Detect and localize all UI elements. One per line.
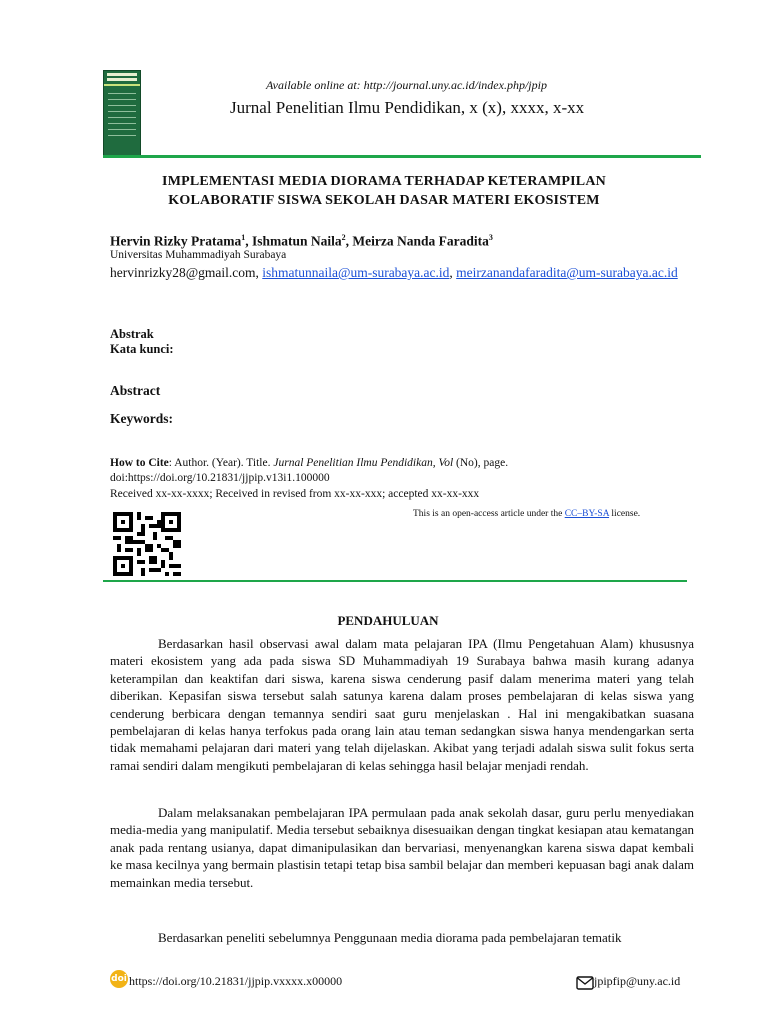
cover-line [108, 117, 136, 118]
cite-journal: Jurnal Penelitian Ilmu Pendidikan, Vol [273, 457, 454, 469]
license-link[interactable]: CC–BY-SA [564, 509, 610, 519]
cover-line [108, 135, 136, 136]
abstract-label: Abstract [110, 383, 161, 398]
mail-icon [576, 976, 594, 990]
author-name: Hervin Rizky Pratama [110, 233, 242, 249]
email-plain: hervinrizky28@gmail.com, [110, 265, 263, 280]
author-separator: , [345, 233, 353, 249]
author-affiliation-mark: 3 [488, 233, 493, 242]
body-paragraph: Dalam melaksanakan pembelajaran IPA permulaan pada anak sekolah dasar, guru perlu menyediakan media-media yang manipulatif. Media tersebut sebaiknya disesuaikan dengan tingkat kesiapan atau kematangan anak pada rentang usianya, dapat dimanipulasikan dan bervariasi, menyenangkan karena siswa dapat kembali ke masa kecilnya yang bermain plastisin tetapi tetap bisa sambil belajar dan memberi kepuasan bagi anak dalam memainkan media tersebut. [110, 805, 694, 890]
doi-icon: doi [110, 970, 128, 988]
affiliation: Universitas Muhammadiyah Surabaya [110, 249, 287, 261]
email-separator: , [449, 265, 457, 280]
cover-line [108, 123, 136, 124]
author-emails [110, 264, 690, 281]
author-list [110, 233, 493, 250]
cover-title-bar [107, 78, 137, 81]
paper-title-line: KOLABORATIF SISWA SEKOLAH DASAR MATERI EKOSISTEM [168, 193, 600, 208]
cover-title-bar [107, 73, 137, 76]
cite-text: : Author. (Year). Title. [168, 457, 274, 469]
author-affiliation-mark: 2 [341, 233, 346, 242]
qr-code-icon [113, 512, 181, 576]
open-access-note [413, 509, 640, 519]
email-link-naila[interactable]: ishmatunnaila@um-surabaya.ac.id [262, 265, 450, 280]
body-paragraph: Berdasarkan peneliti sebelumnya Penggunaan media diorama pada pembelajaran tematik [158, 930, 622, 945]
how-to-cite [110, 456, 670, 486]
cover-line [108, 129, 136, 130]
metadata-divider [103, 580, 687, 582]
header-divider [103, 155, 701, 158]
cover-line [108, 105, 136, 106]
kata-kunci-label: Kata kunci: [110, 342, 174, 356]
journal-cover-thumbnail [103, 70, 141, 157]
author-affiliation-mark: 1 [241, 233, 246, 242]
cover-line [108, 99, 136, 100]
keywords-label: Keywords: [110, 411, 173, 426]
email-link-faradita[interactable]: meirzanandafaradita@um-surabaya.ac.id [456, 265, 678, 280]
cite-text-doi: (No), page. doi:https://doi.org/10.21831/jjpip.v13i1.100000 [110, 457, 509, 484]
author-separator: , [245, 233, 252, 249]
author-name: Ishmatun Naila [251, 233, 342, 249]
open-access-text: This is an open-access article under the [413, 509, 565, 519]
cover-band [104, 84, 140, 86]
paper-title [110, 172, 658, 210]
how-to-cite-label: How to Cite [110, 457, 169, 469]
open-access-text: license. [609, 509, 641, 519]
cover-line [108, 111, 136, 112]
author-name: Meirza Nanda Faradita [352, 233, 489, 249]
paper-title-line: IMPLEMENTASI MEDIA DIORAMA TERHADAP KETERAMPILAN [162, 174, 606, 189]
journal-title: Jurnal Penelitian Ilmu Pendidikan, x (x), xxxx, x-xx [230, 98, 585, 117]
body-paragraph: Berdasarkan hasil observasi awal dalam mata pelajaran IPA (Ilmu Pengetahuan Alam) khususnya materi ekosistem yang ada pada siswa SD Muhammadiyah 19 Surabaya bahwa masih kurang adanya keterampilan dan keaktifan dari siswa, karena siswa cenderung pasif dalam menerima materi yang telah diberikan. Kepasifan siswa tersebut salah satunya karena dalam proses pembelajaran di kelas siswa yang cenderung berbicara dengan temannya sendiri saat guru menjelaskan . Hal ini mengakibatkan suasana pembelajaran di kelas hanya terfokus pada orang lain atau teman sedangkan siswa hanya mendengarkan serta tidak memahami pelajaran dari materi yang telah dijelaskan. Akibat yang terjadi adalah siswa sulit fokus serta ramai sendiri dalam mengikuti pembelajaran di kelas sehingga hasil belajar menjadi rendah. [110, 636, 694, 773]
abstrak-label: Abstrak [110, 327, 154, 341]
cover-line [108, 93, 136, 94]
available-online-text: Available online at: http://journal.uny.ac.id/index.php/jpip [266, 78, 547, 92]
section-heading: PENDAHULUAN [337, 613, 439, 628]
footer-doi-link[interactable]: https://doi.org/10.21831/jjpip.vxxxx.x00000 [129, 974, 343, 988]
footer-email-link[interactable]: jpipfip@uny.ac.id [594, 974, 681, 988]
received-dates: Received xx-xx-xxxx; Received in revised from xx-xx-xxx; accepted xx-xx-xxx [110, 488, 480, 500]
